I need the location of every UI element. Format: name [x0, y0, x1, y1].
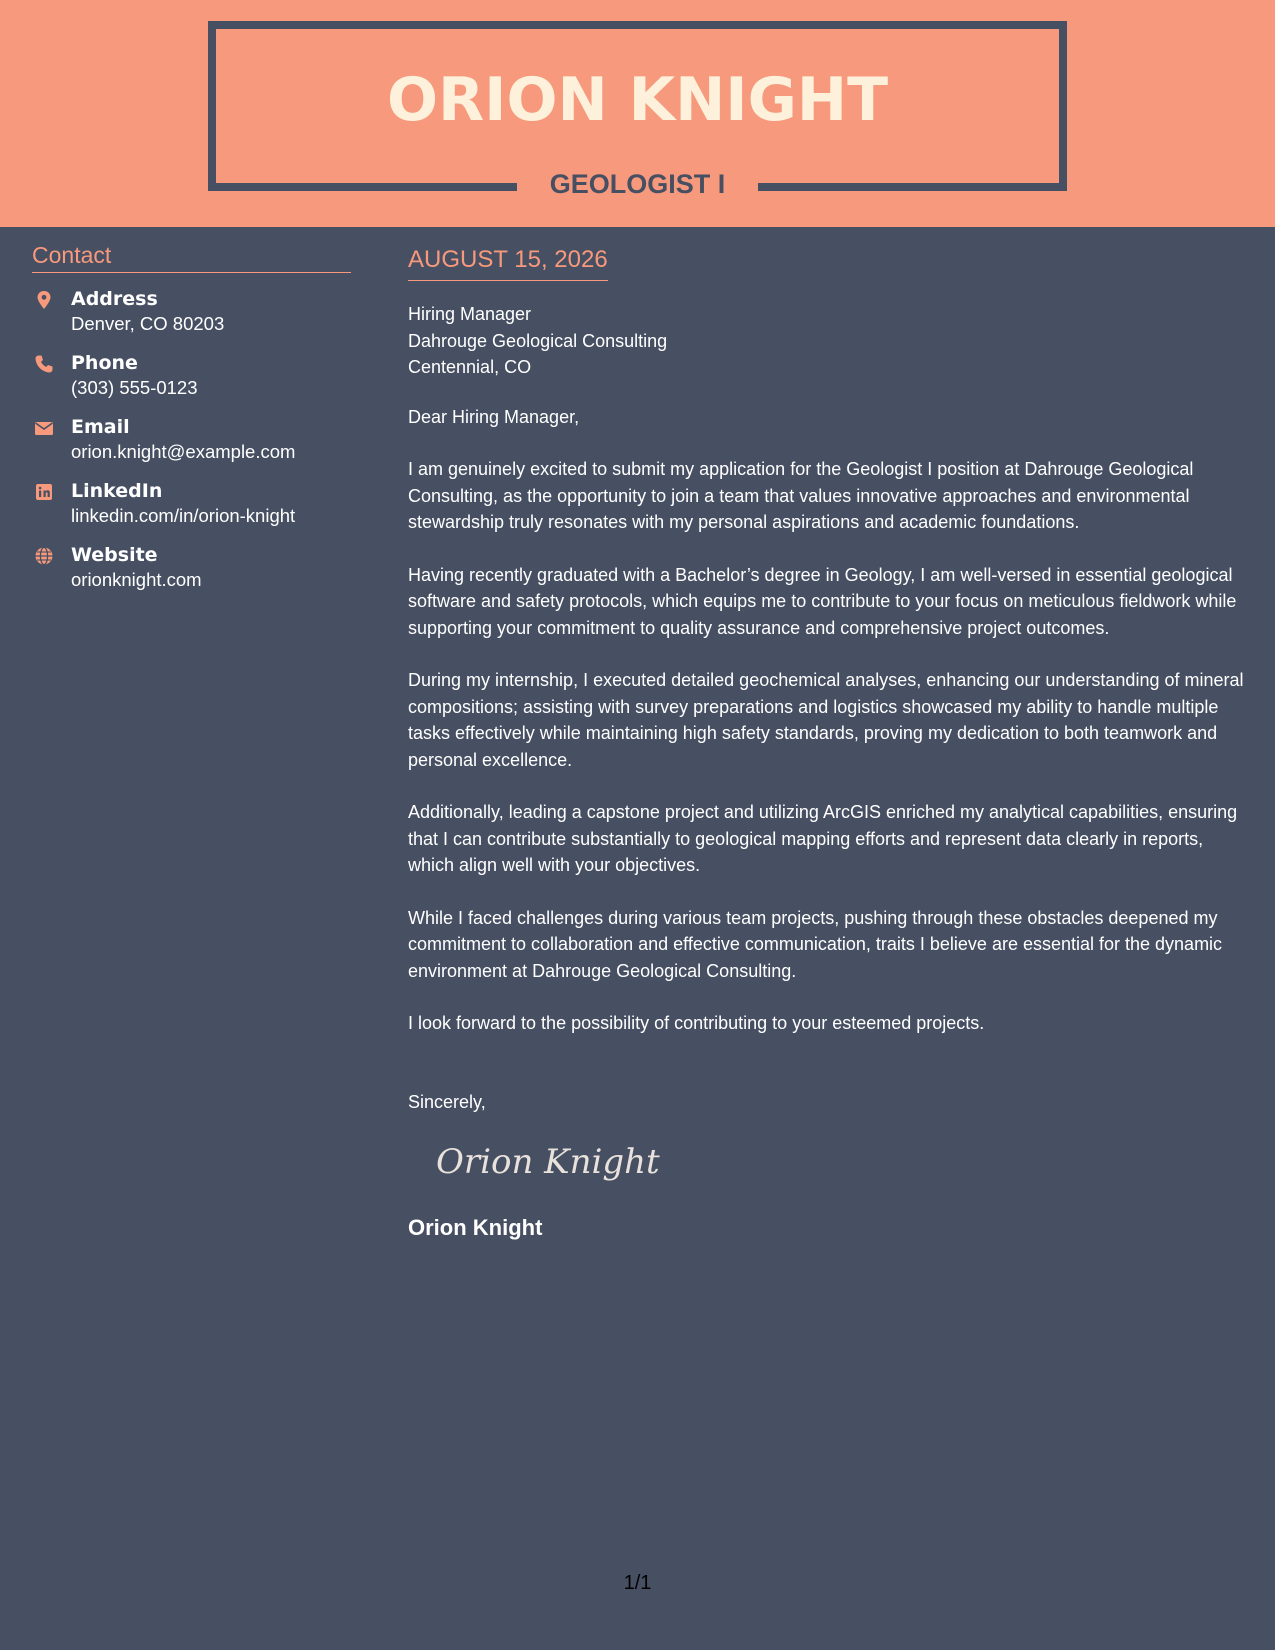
letter-body: [408, 244, 1248, 1242]
contact-email: [32, 415, 351, 465]
closing: Sincerely,: [408, 1091, 486, 1112]
contact-sidebar: [32, 240, 351, 593]
signature-text: Orion Knight: [436, 1142, 660, 1182]
contact-value: orionknight.com: [71, 569, 202, 590]
contact-value: orion.knight@example.com: [71, 441, 296, 462]
contact-heading: Contact: [32, 240, 351, 273]
contact-value: linkedin.com/in/orion-knight: [71, 505, 296, 526]
handwritten-signature: [432, 1133, 662, 1193]
letter-paragraph: I look forward to the possibility of contributing to your esteemed projects.: [408, 1013, 985, 1033]
header-banner: [0, 0, 1275, 227]
contact-label: Phone: [71, 352, 138, 374]
letter-paragraph: During my internship, I executed detailed geochemical analyses, enhancing our understanding of mineral compositions; assisting with survey preparations and logistics showcased my ability to handle multiple tasks effectively while maintaining high safety standards, proving my dedication to both teamwork and personal excellence.: [408, 670, 1244, 770]
signer-name: Orion Knight: [408, 1215, 543, 1240]
applicant-name: ORION KNIGHT: [386, 65, 889, 135]
recipient-block: [408, 301, 1248, 381]
contact-linkedin: [32, 479, 351, 529]
contact-label: LinkedIn: [71, 480, 163, 502]
salutation: Dear Hiring Manager,: [408, 406, 580, 427]
job-title: GEOLOGIST I: [549, 169, 726, 199]
letter-date: AUGUST 15, 2026: [408, 244, 608, 281]
contact-label: Website: [71, 544, 158, 566]
contact-phone: [32, 351, 351, 401]
recipient-line: Hiring Manager: [408, 304, 532, 324]
contact-value: Denver, CO 80203: [71, 313, 225, 334]
letter-paragraph: Additionally, leading a capstone project and utilizing ArcGIS enriched my analytical capabilities, ensuring that I can contribute substantially to geological mapping efforts and represent data clearly in reports, which align well with your objectives.: [408, 802, 1238, 875]
recipient-line: Dahrouge Geological Consulting: [408, 330, 668, 351]
recipient-line: Centennial, CO: [408, 357, 532, 377]
envelope-icon: [34, 418, 54, 438]
page-number: 1/1: [623, 1572, 652, 1594]
contact-label: Address: [71, 288, 158, 310]
letter-paragraph: Having recently graduated with a Bachelor’s degree in Geology, I am well-versed in essential geological software and safety protocols, which equips me to contribute to your focus on meticulous fieldwork while supporting your commitment to quality assurance and comprehensive project outcomes.: [408, 564, 1237, 638]
globe-icon: [34, 546, 54, 566]
letter-paragraph: While I faced challenges during various team projects, pushing through these obstacles deepened my commitment to collaboration and effective communication, traits I believe are essential for the dynamic environment at Dahrouge Geological Consulting.: [408, 907, 1223, 981]
contact-label: Email: [71, 416, 130, 438]
contact-address: [32, 287, 351, 337]
map-pin-icon: [34, 290, 54, 310]
linkedin-icon: [34, 482, 54, 502]
phone-icon: [34, 354, 54, 374]
contact-website: [32, 543, 351, 593]
letter-paragraph: I am genuinely excited to submit my application for the Geologist I position at Dahrouge Geological Consulting, as the opportunity to join a team that values innovative approaches and environmental stewardship truly resonates with my personal aspirations and academic foundations.: [408, 459, 1194, 532]
contact-value: (303) 555-0123: [71, 377, 198, 398]
